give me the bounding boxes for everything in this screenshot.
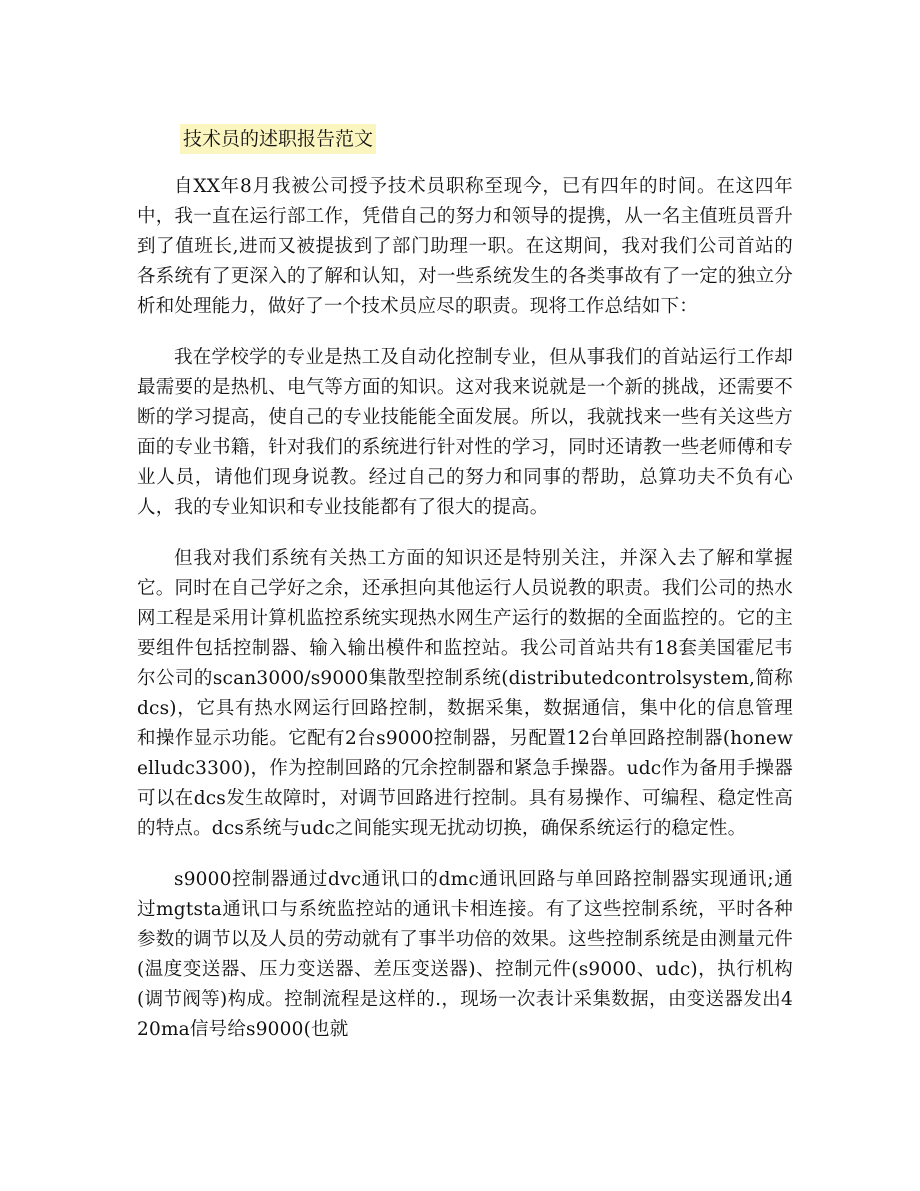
paragraph-1: 自XX年8月我被公司授予技术员职称至现今，已有四年的时间。在这四年中，我一直在运行部工作，凭借自己的努力和领导的提携，从一名主值班员晋升到了值班长,进而又被提拔到了部门助理一职。在这期间，我对我们公司首站的各系统有了更深入的了解和认知，对一些系统发生的各类事故有了一定的独立分析和处理能力，做好了一个技术员应尽的职责。现将工作总结如下：	[137, 176, 793, 317]
paragraph-2: 我在学校学的专业是热工及自动化控制专业，但从事我们的首站运行工作却最需要的是热机、电气等方面的知识。这对我来说就是一个新的挑战，还需要不断的学习提高，使自己的专业技能能全面发展。所以，我就找来一些有关这些方面的专业书籍，针对我们的系统进行针对性的学习，同时还请教一些老师傅和专业人员，请他们现身说教。经过自己的努力和同事的帮助，总算功夫不负有心人，我的专业知识和专业技能都有了很大的提高。	[137, 347, 793, 518]
paragraph-3: 但我对我们系统有关热工方面的知识还是特别关注，并深入去了解和掌握它。同时在自己学好之余，还承担向其他运行人员说教的职责。我们公司的热水网工程是采用计算机监控系统实现热水网生产运行的数据的全面监控的。它的主要组件包括控制器、输入输出模件和监控站。我公司首站共有18套美国霍尼韦尔公司的scan3000/s9000集散型控制系统(distributedcontrolsystem,简称dcs)，它具有热水网运行回路控制，数据采集，数据通信，集中化的信息管理和操作显示功能。它配有2台s9000控制器，另配置12台单回路控制器(honewelludc3300)，作为控制回路的冗余控制器和紧急手操器。udc作为备用手操器可以在dcs发生故障时，对调节回路进行控制。具有易操作、可编程、稳定性高的特点。dcs系统与udc之间能实现无扰动切换，确保系统运行的稳定性。	[137, 548, 793, 839]
document-title: 技术员的述职报告范文	[180, 124, 376, 154]
document-body	[137, 172, 793, 1066]
paragraph-4: s9000控制器通过dvc通讯口的dmc通讯回路与单回路控制器实现通讯;通过mgtsta通讯口与系统监控站的通讯卡相连接。有了这些控制系统，平时各种参数的调节以及人员的劳动就有了事半功倍的效果。这些控制系统是由测量元件(温度变送器、压力变送器、差压变送器)、控制元件(s9000、udc)，执行机构(调节阀等)构成。控制流程是这样的.，现场一次表计采集数据，由变送器发出420ma信号给s9000(也就	[137, 869, 793, 1040]
